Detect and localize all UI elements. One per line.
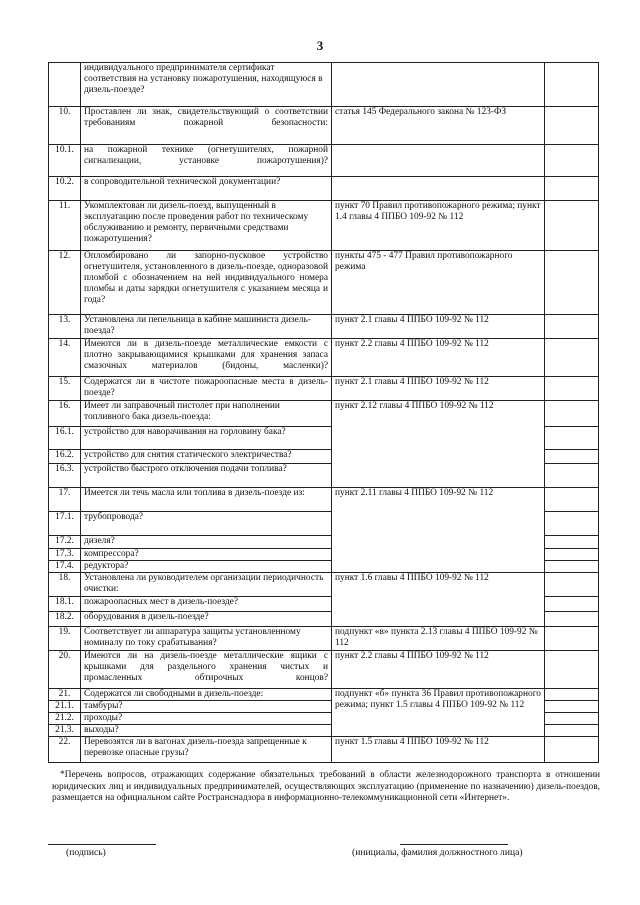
- question-text: Установлена ли пепельница в кабине машиниста дизель-поезда?: [81, 315, 332, 339]
- table-row: [49, 315, 599, 339]
- table-row: [49, 401, 599, 427]
- question-text: пожароопасных мест в дизель-поезде?: [81, 597, 332, 612]
- row-number: 18.1.: [49, 597, 81, 612]
- question-text: Соответствует ли аппаратура защиты установленному номиналу по току срабатывания?: [81, 627, 332, 651]
- table-row: [49, 145, 599, 177]
- question-text: в сопроводительной технической документации?: [81, 177, 332, 201]
- legal-reference: пункт 2.2 главы 4 ППБО 109-92 № 112: [332, 651, 545, 689]
- row-number: 10.1.: [49, 145, 81, 177]
- legal-reference: [332, 145, 545, 177]
- question-text: Перевозятся ли в вагонах дизель-поезда запрещенные к перевозке опасные грузы?: [81, 737, 332, 763]
- row-number: 17.: [49, 488, 81, 512]
- table-row: [49, 251, 599, 315]
- table-row: [49, 573, 599, 597]
- table-row: [49, 627, 599, 651]
- table-row: [49, 689, 599, 701]
- legal-reference: подпункт «б» пункта 36 Правил противопожарного режима; пункт 1.5 главы 4 ППБО 109-92 № 112: [332, 689, 545, 737]
- footnote: *Перечень вопросов, отражающих содержание обязательных требований в области железнодорожного транспорта в отношении юридических лиц и индивидуальных предпринимателей, осуществляющих эксплуатацию (применение по назначению) дизель-поездов, размещается на официальном сайте Ространснадзора в информационно-телекоммуникационной сети «Интернет».: [52, 770, 600, 803]
- row-number: 19.: [49, 627, 81, 651]
- row-number: 12.: [49, 251, 81, 315]
- question-text: Содержатся ли в чистоте пожароопасные места в дизель-поезде?: [81, 377, 332, 401]
- table-row: [49, 177, 599, 201]
- row-number: 16.: [49, 401, 81, 427]
- question-text: Имеются ли в дизель-поезде металлические емкости с плотно закрывающимися крышками для хранения запаса смазочных материалов (бидоны, масленки)?: [81, 339, 332, 377]
- row-number: 14.: [49, 339, 81, 377]
- answer-cell[interactable]: [545, 315, 599, 339]
- answer-cell[interactable]: [545, 201, 599, 251]
- question-text: выходы?: [81, 725, 332, 737]
- row-number: 17.2.: [49, 536, 81, 549]
- question-text: устройство для наворачивания на горловину бака?: [81, 427, 332, 450]
- legal-reference: подпункт «в» пункта 2.13 главы 4 ППБО 109-92 № 112: [332, 627, 545, 651]
- answer-cell[interactable]: [545, 107, 599, 145]
- legal-reference: пункт 1.5 главы 4 ППБО 109-92 № 112: [332, 737, 545, 763]
- signature-line: [48, 844, 156, 845]
- question-text: дизеля?: [81, 536, 332, 549]
- answer-cell[interactable]: [545, 597, 599, 612]
- table-row: [49, 339, 599, 377]
- answer-cell[interactable]: [545, 561, 599, 573]
- answer-cell[interactable]: [545, 464, 599, 488]
- question-text: Содержатся ли свободными в дизель-поезде:: [81, 689, 332, 701]
- answer-cell[interactable]: [545, 63, 599, 107]
- answer-cell[interactable]: [545, 573, 599, 597]
- row-number: 10.: [49, 107, 81, 145]
- table-row: [49, 201, 599, 251]
- question-text: оборудования в дизель-поезде?: [81, 612, 332, 627]
- question-text: редуктора?: [81, 561, 332, 573]
- answer-cell[interactable]: [545, 488, 599, 512]
- answer-cell[interactable]: [545, 512, 599, 536]
- question-text: тамбуры?: [81, 701, 332, 713]
- answer-cell[interactable]: [545, 689, 599, 701]
- page-number: 3: [316, 38, 324, 53]
- legal-reference: пункт 70 Правил противопожарного режима; пункт 1.4 главы 4 ППБО 109-92 № 112: [332, 201, 545, 251]
- legal-reference: [332, 63, 545, 107]
- answer-cell[interactable]: [545, 713, 599, 725]
- legal-reference: пункт 2.2 главы 4 ППБО 109-92 № 112: [332, 339, 545, 377]
- legal-reference: пункт 2.12 главы 4 ППБО 109-92 № 112: [332, 401, 545, 488]
- table-row: [49, 377, 599, 401]
- question-text: Установлена ли руководителем организации периодичность очистки:: [81, 573, 332, 597]
- question-text: индивидуального предпринимателя сертификат соответствия на установку пожаротушения, находящуюся в дизель-поезде?: [81, 63, 332, 107]
- answer-cell[interactable]: [545, 401, 599, 427]
- answer-cell[interactable]: [545, 145, 599, 177]
- table-row: [49, 488, 599, 512]
- row-number: 18.2.: [49, 612, 81, 627]
- row-number: 20.: [49, 651, 81, 689]
- row-number: 16.1.: [49, 427, 81, 450]
- row-number: 10.2.: [49, 177, 81, 201]
- legal-reference: [332, 177, 545, 201]
- question-text: проходы?: [81, 713, 332, 725]
- row-number: 17.3.: [49, 549, 81, 561]
- row-number: 16.2.: [49, 450, 81, 464]
- legal-reference: пункт 2.11 главы 4 ППБО 109-92 № 112: [332, 488, 545, 573]
- row-number: 11.: [49, 201, 81, 251]
- row-number: 22.: [49, 737, 81, 763]
- answer-cell[interactable]: [545, 377, 599, 401]
- legal-reference: пункт 1.6 главы 4 ППБО 109-92 № 112: [332, 573, 545, 627]
- legal-reference: пункт 2.1 главы 4 ППБО 109-92 № 112: [332, 377, 545, 401]
- row-number: 15.: [49, 377, 81, 401]
- legal-reference: пункт 2.1 главы 4 ППБО 109-92 № 112: [332, 315, 545, 339]
- row-number: 13.: [49, 315, 81, 339]
- answer-cell[interactable]: [545, 549, 599, 561]
- legal-reference: статья 145 Федерального закона № 123-ФЗ: [332, 107, 545, 145]
- answer-cell[interactable]: [545, 627, 599, 651]
- question-text: компрессора?: [81, 549, 332, 561]
- row-number: [49, 63, 81, 107]
- row-number: 21.: [49, 689, 81, 701]
- answer-cell[interactable]: [545, 651, 599, 689]
- question-text: Имеется ли течь масла или топлива в дизель-поезде из:: [81, 488, 332, 512]
- answer-cell[interactable]: [545, 612, 599, 627]
- question-text: Укомплектован ли дизель-поезд, выпущенный в эксплуатацию после проведения работ по техническому обслуживанию и ремонту, первичными средствами пожаротушения?: [81, 201, 332, 251]
- answer-cell[interactable]: [545, 339, 599, 377]
- question-text: Имеются ли на дизель-поезде металлические ящики с крышками для раздельного хранения чистых и промасленных обтирочных концов?: [81, 651, 332, 689]
- question-text: Имеет ли заправочный пистолет при наполнении топливного бака дизель-поезда:: [81, 401, 332, 427]
- name-caption: (инициалы, фамилия должностного лица): [352, 847, 523, 858]
- signature-caption: (подпись): [66, 847, 106, 858]
- question-text: устройство для снятия статического электричества?: [81, 450, 332, 464]
- question-text: трубопровода?: [81, 512, 332, 536]
- name-line: [400, 844, 508, 845]
- question-text: устройство быстрого отключения подачи топлива?: [81, 464, 332, 488]
- legal-reference: пункты 475 - 477 Правил противопожарного режима: [332, 251, 545, 315]
- row-number: 16.3.: [49, 464, 81, 488]
- answer-cell[interactable]: [545, 450, 599, 464]
- question-text: Опломбировано ли запорно-пусковое устройство огнетушителя, установленного в дизель-поезде, одноразовой пломбой с обозначением на ней индивидуального номера пломбы и даты зарядки огнетушителя с указанием месяца и года?: [81, 251, 332, 315]
- answer-cell[interactable]: [545, 427, 599, 450]
- table-row: [49, 737, 599, 763]
- table-row: [49, 107, 599, 145]
- row-number: 21.2.: [49, 713, 81, 725]
- question-text: на пожарной технике (огнетушителях, пожарной сигнализации, установке пожаротушения)?: [81, 145, 332, 177]
- checklist-table: [48, 62, 599, 763]
- table-row: [49, 651, 599, 689]
- row-number: 18.: [49, 573, 81, 597]
- answer-cell[interactable]: [545, 737, 599, 763]
- row-number: 21.1.: [49, 701, 81, 713]
- row-number: 17.4.: [49, 561, 81, 573]
- answer-cell[interactable]: [545, 725, 599, 737]
- answer-cell[interactable]: [545, 251, 599, 315]
- answer-cell[interactable]: [545, 701, 599, 713]
- row-number: 17.1.: [49, 512, 81, 536]
- table-row: [49, 63, 599, 107]
- row-number: 21.3.: [49, 725, 81, 737]
- answer-cell[interactable]: [545, 536, 599, 549]
- question-text: Проставлен ли знак, свидетельствующий о соответствии требованиям пожарной безопасности:: [81, 107, 332, 145]
- answer-cell[interactable]: [545, 177, 599, 201]
